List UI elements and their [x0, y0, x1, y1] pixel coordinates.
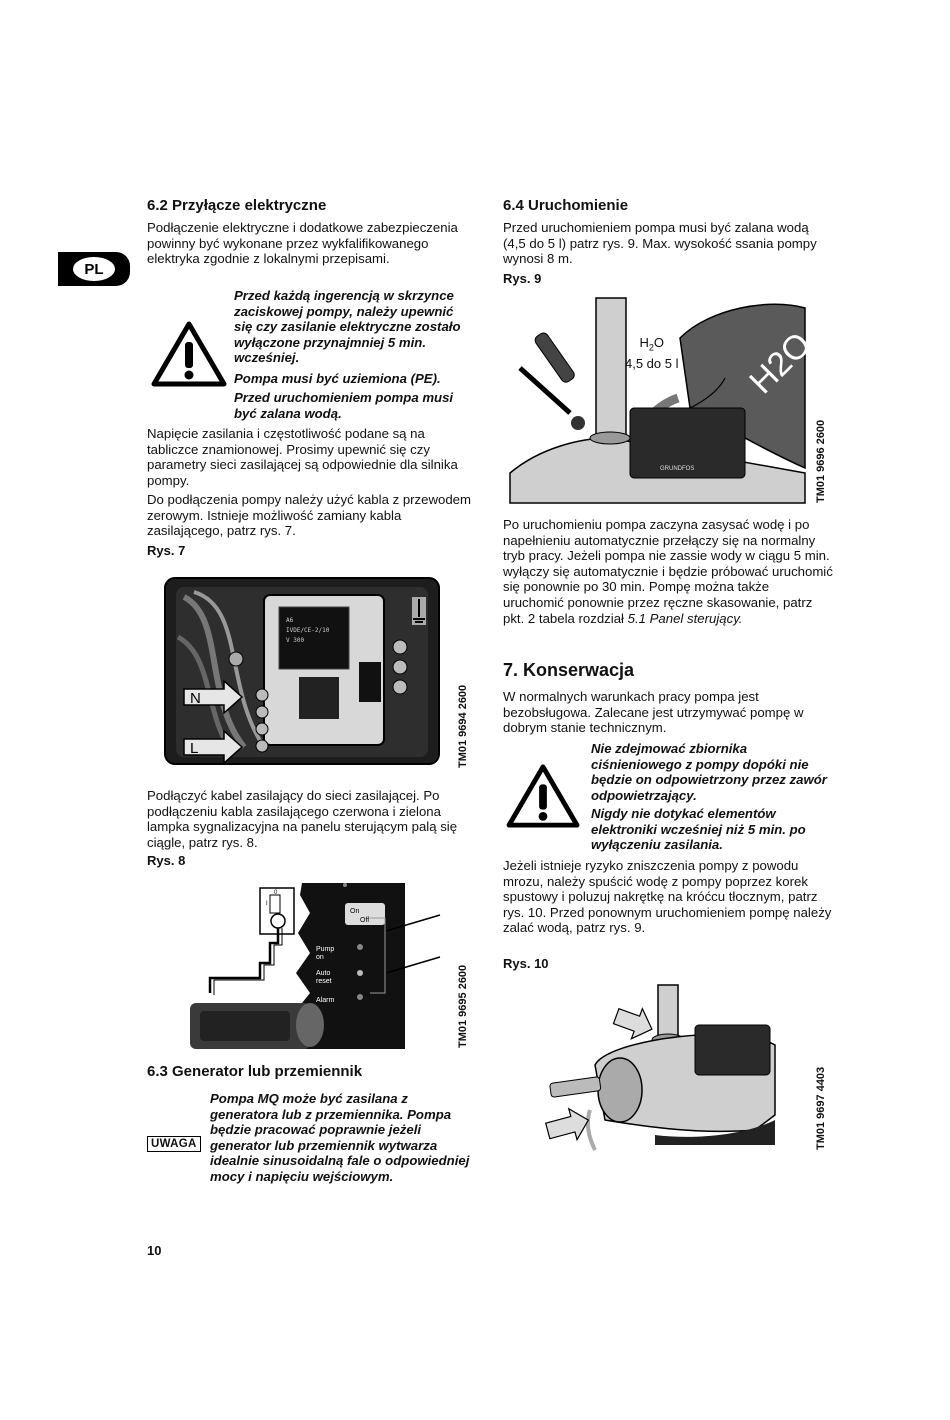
section-6-3-title: 6.3 Generator lub przemiennik [147, 1063, 363, 1080]
svg-text:V 300: V 300 [286, 637, 305, 644]
warning-text-2: Pompa musi być uziemiona (PE). [234, 371, 441, 386]
section-6-2-paragraph-1: Podłączenie elektryczne i dodatkowe zabezpieczenia powinny być wykonane przez wykfalifikowanego elektryka zgodnie z lokalnymi przepisami. [147, 220, 458, 267]
figure-9-can-label: H2O [742, 325, 819, 402]
figure-9-brand: GRUNDFOS [660, 466, 695, 472]
figure-8-on-label: On [350, 908, 360, 915]
section-6-4-paragraph-2 [503, 517, 833, 626]
figure-7-label-l: L [190, 740, 199, 757]
figure-8-pump-label: Pump [316, 946, 335, 953]
language-tab [58, 252, 130, 286]
section-7-warning-2: Nigdy nie dotykać elementów elektroniki wcześniej niż 5 min. po wyłączeniu zasilania. [591, 806, 806, 853]
section-7-paragraph-2: Jeżeli istnieje ryzyko zniszczenia pompy z powodu mrozu, należy spuścić wodę z pompy poprzez korek spustowy i poluzuj nakrętkę na króćcu tłocznym, patrz rys. 10. Przed ponownym uruchomieniem pompę należy zalać wodą, patrz rys. 9. [503, 858, 832, 936]
figure-8-caption: Rys. 8 [147, 853, 186, 868]
figure-10-code: TM01 9697 4403 [815, 1066, 827, 1150]
section-6-2-title: 6.2 Przyłącze elektryczne [147, 197, 327, 214]
figure-8-alarm-label: Alarm [316, 997, 335, 1004]
figure-8-reset-label: reset [316, 978, 332, 985]
figure-7-code: TM01 9694 2600 [457, 684, 469, 768]
section-6-4-title: 6.4 Uruchomienie [503, 197, 629, 214]
warning-triangle-icon [150, 320, 228, 388]
section-6-4-paragraph-2-text: Po uruchomieniu pompa zaczyna zasysać wodę i po napełnieniu automatycznie przełączy się na normalny tryb pracy. Jeżeli pompa nie zassie wody w ciągu 5 min. wyłączy się automatycznie i będzie próbować uruchomić się ponownie po 30 min. Pompę można także uruchomić ponownie przez ręczne skasowanie, patrz pkt. 2 tabela rozdział [503, 517, 833, 626]
figure-9-caption: Rys. 9 [503, 271, 542, 286]
section-7-paragraph-1: W normalnych warunkach pracy pompa jest bezobsługowa. Zalecane jest utrzymywać pompę w dobrym stanie technicznym. [503, 689, 804, 736]
svg-text:A6: A6 [286, 617, 294, 624]
figure-8-pump-on-label: on [316, 954, 324, 961]
figure-9-volume-label [625, 335, 679, 371]
figure-7-caption: Rys. 7 [147, 543, 186, 558]
page-number: 10 [147, 1243, 162, 1258]
figure-8-auto-label: Auto [316, 970, 331, 977]
figure-8-code: TM01 9695 2600 [457, 964, 469, 1048]
figure-9-h2o-sub: 2 [648, 342, 654, 353]
warning-triangle-icon-2 [505, 763, 581, 829]
section-6-2-paragraph-3: Do podłączenia pompy należy użyć kabla z przewodem zerowym. Istnieje możliwość zamiany kabla zasilającego, patrz rys. 7. [147, 492, 471, 539]
language-tab-label: PL [73, 257, 115, 281]
figure-9-priming [510, 298, 819, 503]
figure-7-label-n: N [190, 690, 201, 707]
section-6-4-paragraph-2-ref: 5.1 Panel sterujący. [627, 610, 743, 626]
figure-9-h2o [625, 335, 679, 356]
figure-9-code: TM01 9696 2600 [815, 419, 827, 503]
figure-8-switch-1: I [266, 901, 268, 907]
section-7-title: 7. Konserwacja [503, 660, 635, 680]
figure-10-caption: Rys. 10 [503, 956, 549, 971]
warning-text-3: Przed uruchomieniem pompa musi być zalana wodą. [234, 390, 454, 421]
figure-9-h2o-o: O [653, 335, 665, 350]
figure-9-volume: 4,5 do 5 l [625, 355, 679, 371]
section-6-2-paragraph-2: Napięcie zasilania i częstotliwość podane są na tabliczce znamionowej. Prosimy upewnić się czy parametry sieci zasilającej są odpowiednie dla silnika pompy. [147, 426, 458, 488]
section-7-warning-1: Nie zdejmować zbiornika ciśnieniowego z pompy dopóki nie będzie on odpowietrzony przez zawór odpowietrzający. [591, 741, 827, 803]
figure-8-control-panel [190, 883, 445, 1049]
section-6-3-warning: Pompa MQ może być zasilana z generatora lub z przemiennika. Pompa będzie pracować poprawnie jeżeli generator lub przemiennik wytwarza idealnie sinusoidalną fale o odpowiedniej mocy i napięciu wejściowym. [210, 1091, 470, 1184]
caution-badge: UWAGA [147, 1136, 201, 1152]
figure-8-off-label: Off [360, 917, 370, 924]
section-6-2-paragraph-4: Podłączyć kabel zasilający do sieci zasilającej. Po podłączeniu kabla zasilającego czerwona i zielona lampka sygnalizacyjna na panelu sterującym palą się ciągle, patrz rys. 8. [147, 788, 458, 850]
figure-7-terminal-box [164, 577, 440, 765]
figure-10-draining [545, 985, 780, 1155]
figure-8-switch-0: 0 [274, 890, 278, 896]
figure-9-h2o-h: H [639, 335, 649, 350]
svg-text:IVDE/CE-2/10: IVDE/CE-2/10 [286, 627, 330, 634]
warning-text-1: Przed każdą ingerencją w skrzynce zaciskowej pompy, należy upewnić się czy zasilanie elektryczne zostało wyłączone przynajmniej 5 min. wcześniej. [234, 288, 461, 366]
section-6-4-paragraph-1: Przed uruchomieniem pompa musi być zalana wodą (4,5 do 5 l) patrz rys. 9. Max. wysokość ssania pompy wynosi 8 m. [503, 220, 817, 267]
